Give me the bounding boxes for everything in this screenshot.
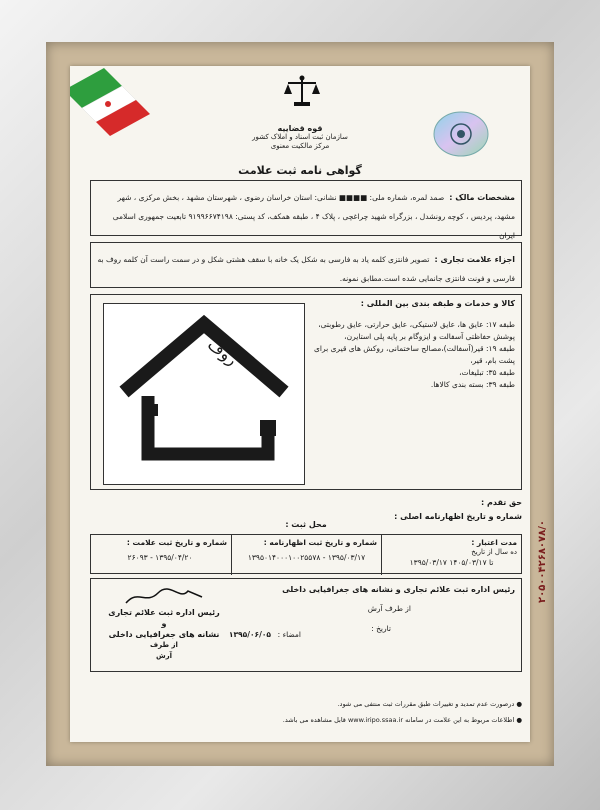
decl-label: شماره و تاریخ ثبت اظهارنامه : (263, 538, 377, 547)
hologram-seal-icon (432, 110, 490, 158)
stamp-line-3: از طرف (150, 641, 178, 649)
certificate-title: گواهی نامه ثبت علامت (238, 164, 362, 177)
declaration-cell (231, 535, 381, 575)
class-line: طبقه ۳۹: بسته بندی کالاها. (430, 380, 515, 389)
validity-label: مدت اعتبار : (471, 538, 517, 547)
place-label: محل ثبت : (285, 520, 327, 529)
sign-signature-label: امضاء : (277, 630, 301, 639)
serial-number (537, 520, 555, 710)
class-line: طبقه ۱۷: عایق ها، عایق لاستیکی، عایق حرارتی، عایق رطوبتی، پوشش حفاظتی آسفالت و ایزوگام بر پایه پلی استایرن، (318, 320, 515, 341)
reg-value: ۲۶۰۹۳ - ۱۳۹۵/۰۴/۲۰ (127, 553, 193, 562)
class-line: طبقه ۱۹: قیر(آسفالت)،مصالح ساختمانی، روکش های قیری برای پشت بام، قیر، (314, 344, 515, 365)
validity-value: ۱۳۹۵/۰۳/۱۷ تا ۱۴۰۵/۰۳/۱۷ (409, 558, 494, 567)
registration-cell (89, 535, 231, 575)
org-line-3: مرکز مالکیت معنوی (270, 142, 330, 150)
stamp-line-1: رئیس اداره ثبت علائم تجاری و (108, 608, 220, 628)
trademark-parts-section (90, 242, 522, 288)
org-line-2: سازمان ثبت اسناد و املاک کشور (252, 133, 348, 141)
owner-label: مشخصات مالک : (449, 193, 515, 202)
footer-note-1: ● درصورت عدم تمدید و تغییرات طبق مقررات ثبت منتفی می شود. (337, 700, 522, 708)
priority-row (90, 498, 522, 507)
certificate-document (70, 66, 530, 742)
decl-value: ۱۳۹۵۰۱۴۰۰۰۱۰۰۲۵۵۷۸ - ۱۳۹۵/۰۳/۱۷ (247, 553, 366, 562)
class-line: طبقه ۳۵: تبلیغات، (459, 368, 515, 377)
iran-flag-icon (70, 68, 154, 138)
org-line-1: قوه قضاییه (277, 124, 323, 133)
validity-cell (381, 535, 521, 575)
stamp-line-2: نشانه های جغرافیایی داخلی (108, 630, 220, 639)
footer-note-2: ● اطلاعات مربوط به این علامت در سامانه www.iripo.ssaa.ir قابل مشاهده می باشد. (282, 716, 522, 724)
official-stamp (105, 587, 223, 662)
trademark-logo (103, 303, 305, 485)
judiciary-emblem (282, 74, 322, 112)
logo-word: روف (204, 334, 242, 370)
classes-section (90, 294, 522, 490)
sign-from: از طرف آرش (367, 604, 411, 613)
sign-date-value: ۱۳۹۵/۰۶/۰۵ (228, 630, 271, 639)
reg-label: شماره و تاریخ ثبت علامت : (126, 538, 227, 547)
place-row (90, 520, 522, 529)
validity-sub: ده سال از تاریخ (471, 548, 517, 556)
classes-label: کالا و خدمات و طبقه بندی بین المللی : (360, 299, 515, 308)
stamp-line-4: آرش (155, 652, 173, 660)
owner-section (90, 180, 522, 240)
sign-heading: رئیس اداره ثبت علائم تجاری و نشانه های جغرافیایی داخلی (282, 585, 515, 594)
declaration-label: شماره و تاریخ اظهارنامه اصلی : (394, 512, 522, 521)
organization-header (240, 124, 360, 151)
classes-list (305, 319, 515, 391)
registration-table (90, 534, 522, 574)
parts-label: اجزاء علامت تجاری : (434, 255, 515, 264)
house-logo-icon (104, 304, 304, 484)
signature-section (90, 578, 522, 672)
signature-scribble-icon (124, 587, 204, 607)
scales-of-justice-icon (282, 74, 322, 108)
sign-date-label: تاریخ : (371, 624, 391, 633)
owner-text: صمد لمره، شماره ملی: ■■■■ نشانی: استان خراسان رضوی ، شهرستان مشهد ، بخش مرکزی ، شهر مشهد، پردیس ، کوچه رونشدل ، بزرگراه شهید چراغچی ، پلاک ۴ ، طبقه همکف، کد پستی: ۹۱۹۹۶۶۷۴۱۹۸ تابعیت جمهوری اسلامی ایران (112, 193, 515, 240)
serial-number-text: ۲۰۵۰۰۴۲۶۸۰۷۸/۰ (537, 520, 548, 603)
priority-label: حق تقدم : (481, 498, 522, 507)
parts-text: تصویر فانتزی کلمه یاد به فارسی به شکل یک خانه با سقف هشتی شکل و در سمت راست آن کلمه روف به فارسی و فونت فانتزی جانمایی شده است.مطابق نمونه. (97, 255, 515, 283)
